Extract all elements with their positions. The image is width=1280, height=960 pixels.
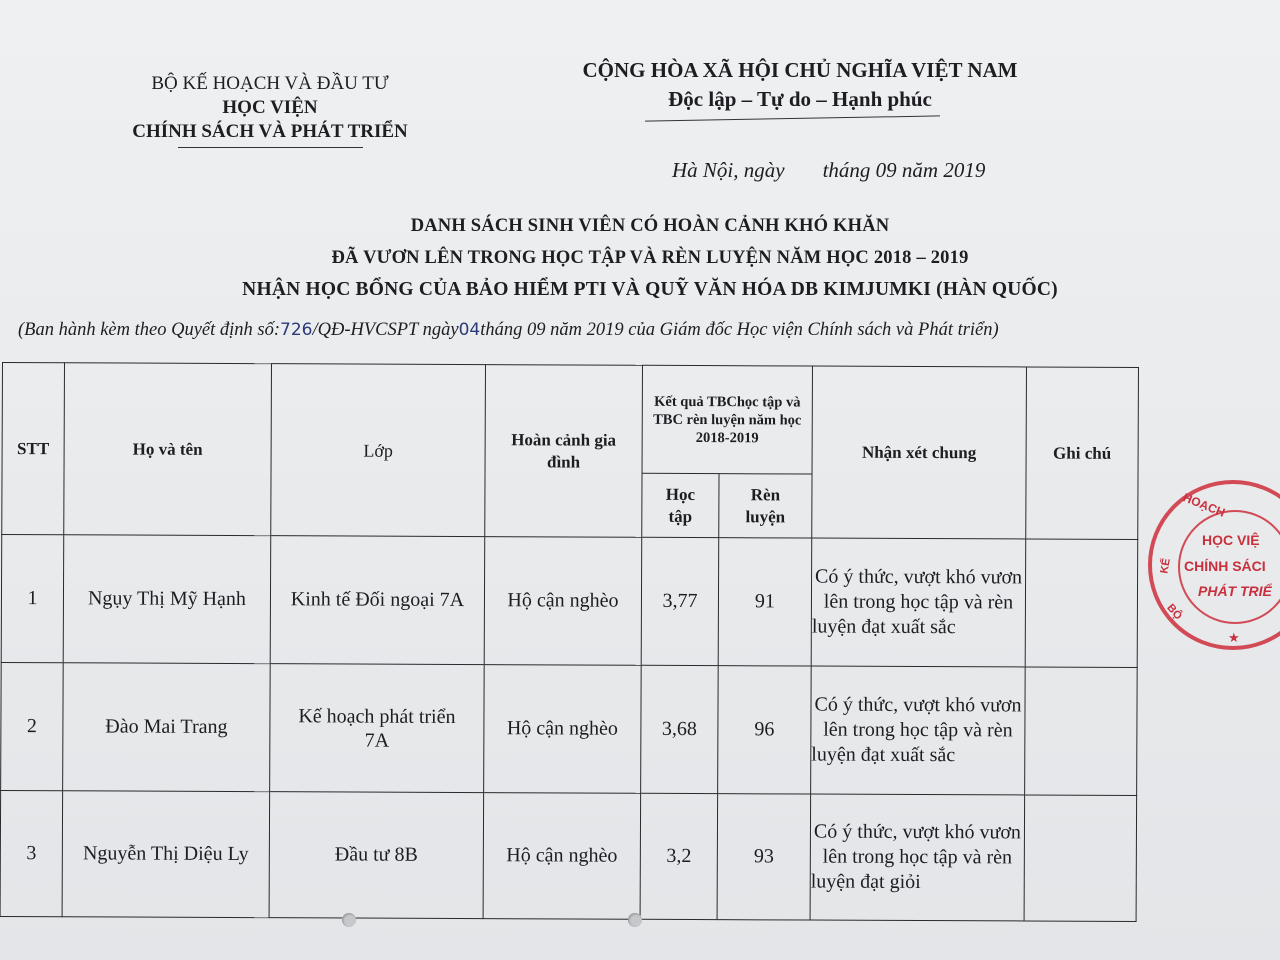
document-title-line3: NHẬN HỌC BỔNG CỦA BẢO HIỂM PTI VÀ QUỸ VĂN HÓA DB KIMJUMKI (HÀN QUỐC) <box>242 279 1058 300</box>
date-suffix: tháng 09 năm 2019 <box>822 158 986 182</box>
row-study-score: 3,77 <box>641 537 719 665</box>
row-comment: Có ý thức, vượt khó vươn lên trong học tập và rèn luyện đạt xuất sắc <box>811 538 1026 667</box>
seal-star-icon: ★ <box>1228 630 1240 645</box>
motto-underline <box>645 115 940 121</box>
institute-name-line1: HỌC VIỆN <box>222 97 318 118</box>
header-result-group: Kết quả TBChọc tập và TBC rèn luyện năm học 2018-2019 <box>642 365 812 474</box>
row-comment: Có ý thức, vượt khó vươn lên trong học tập và rèn luyện đạt xuất sắc <box>811 666 1026 795</box>
decree-reference <box>18 320 999 341</box>
row-note <box>1024 795 1137 921</box>
row-conduct-score: 93 <box>717 794 811 920</box>
row-conduct-score: 96 <box>718 666 812 794</box>
header-study: Học tập <box>642 473 719 537</box>
header-class: Lớp <box>271 364 486 537</box>
row-family: Hộ cận nghèo <box>484 537 642 666</box>
seal-line1: HỌC VIỆ <box>1202 532 1260 548</box>
row-comment: Có ý thức, vượt khó vươn lên trong học tập và rèn luyện đạt giỏi <box>810 794 1025 921</box>
header-conduct: Rèn luyện <box>719 474 812 538</box>
institute-name-line2: CHÍNH SÁCH VÀ PHÁT TRIỂN <box>132 121 408 142</box>
row-study-score: 3,2 <box>640 793 718 919</box>
nation-name: CỘNG HÒA XÃ HỘI CHỦ NGHĨA VIỆT NAM <box>582 58 1018 82</box>
ministry-name: BỘ KẾ HOẠCH VÀ ĐẦU TƯ <box>151 73 389 94</box>
seal-line2: CHÍNH SÁCI <box>1184 558 1266 574</box>
table-row <box>0 790 1137 921</box>
decree-day-handwritten: 04 <box>458 320 481 340</box>
document-title-line2: ĐÃ VƯƠN LÊN TRONG HỌC TẬP VÀ RÈN LUYỆN NĂM HỌC 2018 – 2019 <box>331 248 969 268</box>
decree-number-handwritten: 726 <box>280 320 313 340</box>
row-note <box>1025 539 1138 667</box>
official-seal <box>1148 480 1280 650</box>
date-line <box>672 158 985 183</box>
row-stt: 3 <box>0 790 63 916</box>
seal-line3: PHÁT TRIỂ <box>1198 583 1272 599</box>
table-header-row <box>2 363 1138 476</box>
seal-outer-left-text: KẾ <box>1158 557 1173 575</box>
table-row <box>1 662 1138 795</box>
row-note <box>1025 667 1138 795</box>
date-prefix: Hà Nội, ngày <box>672 158 785 182</box>
row-conduct-score: 91 <box>718 538 812 666</box>
decree-text-part1: (Ban hành kèm theo Quyết định số: <box>18 320 281 340</box>
row-stt: 1 <box>1 535 64 663</box>
seal-outer-bottom-text: BỘ <box>1164 601 1185 623</box>
row-class: Kế hoạch phát triển 7A <box>270 664 485 793</box>
row-class: Đầu tư 8B <box>269 792 484 919</box>
row-class: Kinh tế Đối ngoại 7A <box>270 536 485 665</box>
header-note: Ghi chú <box>1026 367 1139 539</box>
row-student-name: Nguyễn Thị Diệu Ly <box>62 791 270 918</box>
national-motto: Độc lập – Tự do – Hạnh phúc <box>668 87 932 111</box>
header-stt: STT <box>2 363 65 535</box>
student-list-table <box>0 362 1139 922</box>
national-header <box>555 56 1045 114</box>
header-name: Họ và tên <box>64 363 272 536</box>
table-row <box>1 535 1138 668</box>
row-student-name: Ngụy Thị Mỹ Hạnh <box>63 535 271 664</box>
header-comment: Nhận xét chung <box>812 366 1027 539</box>
punch-hole <box>342 913 356 927</box>
issuer-underline <box>178 147 363 148</box>
punch-hole <box>628 913 642 927</box>
row-stt: 2 <box>1 662 64 790</box>
header-family: Hoàn cảnh gia đình <box>485 365 643 538</box>
row-study-score: 3,68 <box>641 665 719 793</box>
row-family: Hộ cận nghèo <box>484 665 642 794</box>
decree-text-part3: tháng 09 năm 2019 của Giám đốc Học viện Chính sách và Phát triển) <box>480 320 999 340</box>
row-student-name: Đào Mai Trang <box>63 663 271 792</box>
row-family: Hộ cận nghèo <box>483 793 641 920</box>
document-title-line1: DANH SÁCH SINH VIÊN CÓ HOÀN CẢNH KHÓ KHĂN <box>410 216 890 236</box>
issuer-header <box>95 72 445 144</box>
decree-text-part2: /QĐ-HVCSPT ngày <box>312 320 459 340</box>
seal-outer-top-text: HOẠCH <box>1180 490 1228 520</box>
